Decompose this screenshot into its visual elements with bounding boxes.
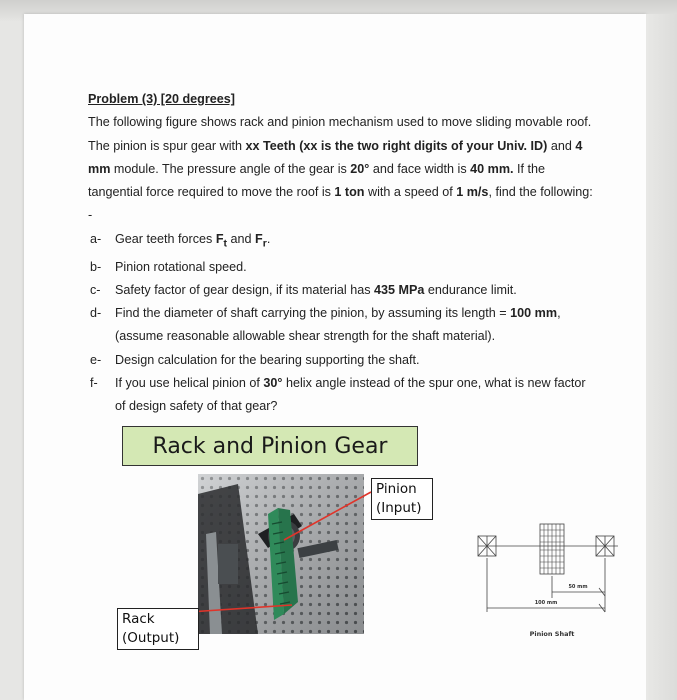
text-run: Find the diameter of shaft carrying the pinion, by assuming its length =: [115, 306, 511, 321]
text-run: with a speed of: [364, 185, 457, 200]
question-text: [115, 353, 420, 367]
text-run: xx Teeth: [245, 138, 296, 153]
question-item: [88, 256, 598, 279]
text-run: F: [215, 231, 224, 246]
question-item: [88, 372, 598, 419]
text-run: r: [262, 237, 267, 250]
problem-intro: [88, 111, 598, 227]
question-text: [115, 260, 247, 274]
question-text: [115, 306, 561, 343]
problem-title: Problem (3) [20 degrees]: [88, 92, 235, 106]
text-run: module. The pressure angle of the gear is: [110, 161, 351, 176]
question-label: b-: [90, 259, 102, 274]
question-label: e-: [90, 352, 102, 367]
text-run: If the tangential force required to move the roof is: [88, 161, 546, 200]
question-list: [88, 228, 598, 419]
text-run: 30°: [263, 376, 283, 391]
text-run: Pinion rotational speed.: [115, 259, 247, 274]
text-run: helix angle instead of the spur one, what is new factor of design safety of that gear?: [115, 376, 586, 414]
text-run: 4 mm: [88, 138, 583, 176]
rack-label: Rack: [122, 611, 155, 627]
text-run: Univ. ID): [497, 138, 548, 153]
text-run: 40 mm.: [470, 161, 514, 176]
rack-callout: [117, 608, 199, 650]
question-text: [115, 283, 517, 297]
text-run: and: [547, 138, 576, 153]
question-label: f-: [90, 376, 98, 391]
question-item: [88, 302, 598, 349]
text-run: t: [223, 237, 228, 250]
pinion-label: Pinion: [376, 481, 417, 497]
text-run: 1 m/s: [456, 185, 489, 200]
shaft-caption: Pinion Shaft: [529, 630, 575, 638]
text-run: endurance limit.: [424, 282, 517, 297]
text-run: 100 mm: [510, 306, 558, 321]
figure-title: Rack and Pinion Gear: [122, 426, 418, 466]
text-run: , find the following: -: [88, 185, 593, 223]
question-label: d-: [90, 306, 102, 321]
dim-100-label: 100 mm: [534, 600, 558, 606]
problem-text: [88, 88, 598, 419]
text-run: Safety factor of gear design, if its material has: [115, 282, 374, 297]
text-run: (xx is the two right digits of your: [299, 138, 498, 153]
question-item: [88, 279, 598, 302]
text-run: 20°: [350, 161, 370, 176]
text-run: F: [255, 231, 263, 246]
text-run: Gear teeth forces: [115, 231, 216, 246]
question-item: [88, 228, 598, 256]
text-run: 435 MPa: [374, 282, 425, 297]
text-run: 1 ton: [334, 185, 365, 200]
text-run: .: [266, 231, 271, 246]
pinion-shaft-sketch: [474, 520, 622, 646]
question-label: a-: [90, 231, 102, 246]
pinion-sublabel: (Input): [376, 500, 422, 516]
text-run: and face width is: [369, 161, 471, 176]
question-text: [115, 231, 271, 250]
page-shadow-right: [646, 14, 677, 700]
text-run: The following figure shows rack and pinion mechanism used to move sliding movable roof. The pinion is spur gear with: [88, 115, 592, 153]
question-item: [88, 349, 598, 372]
text-run: and: [227, 231, 256, 246]
dim-50-label: 50 mm: [568, 584, 588, 590]
pinion-callout: [371, 478, 433, 520]
text-run: , (assume reasonable allowable shear strength for the shaft material).: [115, 306, 561, 344]
text-run: Design calculation for the bearing supporting the shaft.: [115, 352, 420, 367]
text-run: If you use helical pinion of: [115, 376, 264, 391]
rack-sublabel: (Output): [122, 630, 180, 646]
rack-pinion-photo: [198, 474, 364, 634]
question-label: c-: [90, 282, 101, 297]
question-text: [115, 376, 586, 413]
